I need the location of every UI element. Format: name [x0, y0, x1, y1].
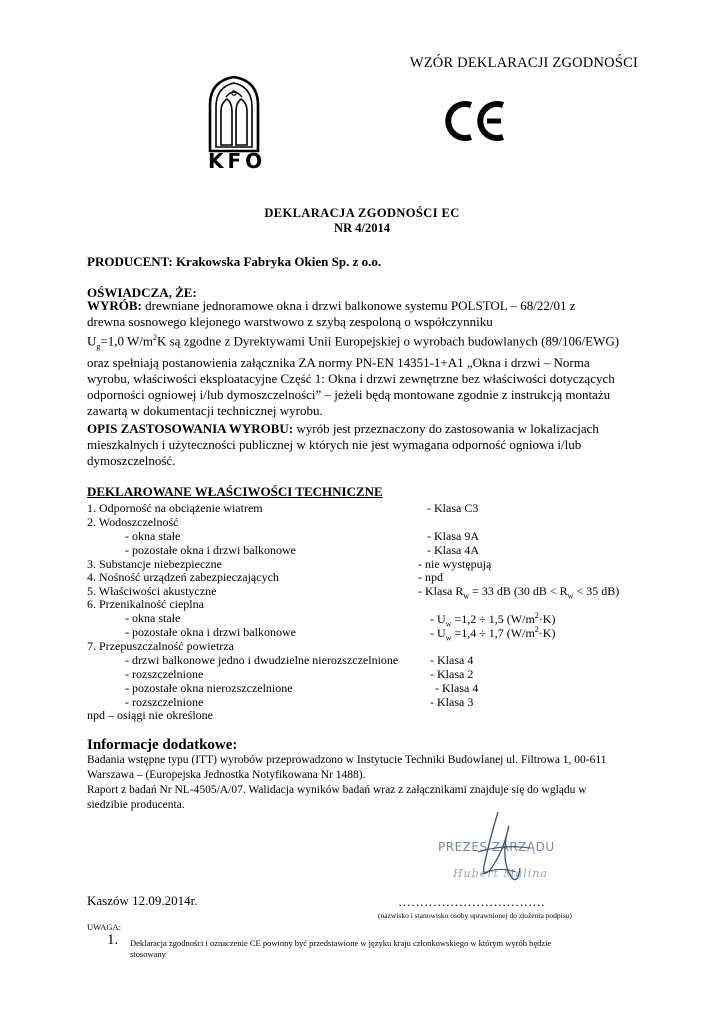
statement-line-2: drewna sosnowego klejonego warstwowo z szybą zespoloną o współczynniku [87, 314, 493, 329]
declaration-title: DEKLARACJA ZGODNOŚCI EC [264, 206, 460, 220]
note-line-1: Deklaracja zgodności i oznaczenie CE powinny być przedstawione w języku kraju członkowskiego w którym wyrób będzie [130, 938, 552, 948]
place-and-date: Kaszów 12.09.2014r. [87, 893, 198, 908]
property-value: - nie występują [418, 557, 492, 571]
property-row [87, 557, 647, 571]
property-label: npd – osiągi nie określone [87, 708, 213, 722]
additional-info-heading: Informacje dodatkowe: [87, 737, 238, 753]
signature-caption: (nazwisko i stanowisko osoby uprawnionej do złożenia podpisu) [378, 911, 572, 920]
stamp-title: PREZES ZARZĄDU [438, 840, 555, 854]
property-row [87, 611, 647, 629]
statement-paragraph [87, 298, 638, 419]
property-value: - Klasa C3 [427, 501, 479, 515]
ce-mark [443, 99, 509, 148]
property-value: - $U_w =1,2 \div 1,5$ $(W/m^2\cdot K)$ [430, 611, 556, 629]
statement-line-1: drewniane jednoramowe okna i drzwi balkonowe systemu POLSTOL – 68/22/01 z [141, 298, 576, 313]
property-label: 4. Nośność urządzeń zabezpieczających [87, 570, 279, 584]
usage-line-3: dymoszczelność. [87, 453, 176, 468]
note-line-2: stosowany [130, 949, 166, 959]
properties-heading: DEKLAROWANE WŁAŚCIWOŚCI TECHNICZNE [87, 484, 383, 499]
statement-line-3: $U_g=1,0$ $W/m^2K$ są zgodne z Dyrektywami Unii Europejskiej o wyrobach budowlanych (89/106/EWG) [87, 333, 620, 351]
property-row [87, 597, 647, 611]
property-value: - Klasa 4A [427, 543, 479, 557]
statement-heading: OŚWIADCZA, ŻE: [87, 285, 197, 300]
kfo-logo [206, 75, 267, 180]
property-row [87, 584, 647, 601]
property-value: - npd [418, 570, 443, 584]
property-row [87, 639, 647, 653]
property-label: - pozostałe okna i drzwi balkonowe [125, 543, 296, 557]
usage-label: OPIS ZASTOSOWANIA WYROBU: [87, 421, 294, 436]
property-row [87, 515, 647, 529]
document-header-title: WZÓR DEKLARACJI ZGODNOŚCI [409, 55, 638, 71]
ce-mark-icon [443, 99, 509, 143]
property-value: - Klasa 9A [427, 529, 479, 543]
logo-text: KFO [208, 149, 267, 173]
statement-line-6: odporności ogniowej i/lub dymoszczelności” – jeżeli będą montowane zgodnie z instrukcją montażu [87, 386, 611, 402]
property-value: - Klasa 4 [430, 653, 474, 667]
statement-line-4: oraz spełniają postanowienia załącznika ZA normy PN-EN 14351-1+A1 „Okna i drzwi – Norma [87, 354, 590, 370]
property-row [87, 667, 647, 681]
statement-line-5: wyrobu, właściwości eksploatacyjne Część 1: Okna i drzwi zewnętrzne bez właściwości dotyczących [87, 370, 615, 386]
stamp-name: Hubert Malina [453, 867, 548, 880]
property-row [87, 543, 647, 557]
property-row [87, 501, 647, 515]
statement-line-7: zawartą w dokumentacji technicznej wyrobu. [87, 402, 323, 418]
additional-line-1: Badania wstępne typu (ITT) wyrobów przeprowadzono w Instytucie Techniki Budowlanej ul. Filtrowa 1, 00-611 [87, 754, 607, 766]
property-label: 2. Wodoszczelność [87, 515, 179, 529]
property-row [87, 529, 647, 543]
property-value: - Klasa 4 [435, 681, 479, 695]
additional-line-3: Raport z badań Nr NL-4505/A/07. Walidacja wyników badań wraz z załącznikami znajduje się do wglądu w [87, 784, 587, 796]
property-label: - okna stałe [125, 611, 181, 625]
property-row [87, 681, 647, 695]
property-label: - okna stałe [125, 529, 181, 543]
property-label: 1. Odporność na obciążenie wiatrem [87, 501, 263, 515]
declaration-number: NR 4/2014 [334, 221, 390, 235]
note-number: 1. [107, 932, 119, 948]
property-label: 5. Właściwości akustyczne [87, 584, 217, 598]
property-value: - Klasa $R_w = 33$ dB (30 dB < $R_w < 35$ dB) [418, 584, 620, 601]
note-label: UWAGA: [87, 922, 121, 932]
property-label: - rozszczelnione [125, 695, 204, 709]
additional-line-4: siedzibie producenta. [87, 799, 185, 811]
property-value: - Klasa 2 [430, 667, 474, 681]
additional-info-text [87, 753, 638, 813]
property-label: 3. Substancje niebezpieczne [87, 557, 222, 571]
producer-line: PRODUCENT: Krakowska Fabryka Okien Sp. z o.o. [87, 254, 382, 269]
usage-paragraph [87, 421, 638, 469]
property-label: - drzwi balkonowe jedno i dwudzielne nierozszczelnione [125, 653, 399, 667]
handwritten-signature-icon [468, 808, 538, 892]
property-row [87, 708, 647, 722]
property-row [87, 653, 647, 667]
property-value: - Klasa 3 [430, 695, 474, 709]
property-label: - pozostałe okna i drzwi balkonowe [125, 625, 296, 639]
property-row [87, 695, 647, 709]
property-value: - $U_w =1,4 \div 1,7$ $(W/m^2\cdot K)$ [430, 625, 556, 643]
property-label: 6. Przenikalność cieplna [87, 597, 204, 611]
property-row [87, 570, 647, 584]
property-label: - rozszczelnione [125, 667, 204, 681]
usage-line-2: mieszkalnych i użyteczności publicznej w których nie jest wymagana odporność ogniowa i/lub [87, 437, 582, 452]
additional-line-2: Warszawa – (Europejska Jednostka Notyfikowana Nr 1488). [87, 769, 366, 781]
usage-line-1: wyrób jest przeznaczony do zastosowania w lokalizacjach [293, 421, 599, 436]
product-label: WYRÓB: [87, 298, 142, 313]
property-row [87, 625, 647, 643]
property-label: - pozostałe okna nierozszczelnione [125, 681, 293, 695]
signature-dots: ……………………………. [398, 894, 545, 909]
property-label: 7. Przepuszczalność powietrza [87, 639, 234, 653]
